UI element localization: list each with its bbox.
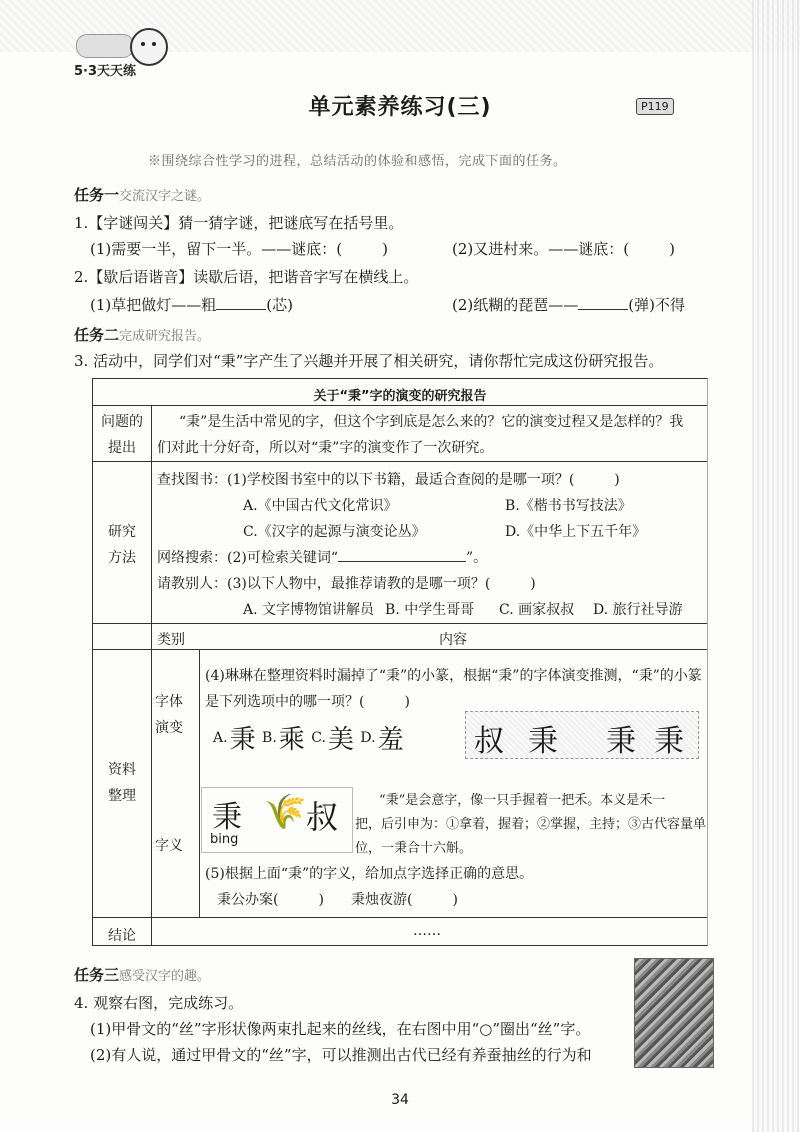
data-label: 资料: [108, 762, 136, 778]
table-divider: [93, 461, 707, 462]
seal-glyph: 乘: [278, 725, 305, 755]
brand-logo: [70, 26, 180, 82]
question-1a-text: (1)需要一半，留下一半。——谜底：(: [90, 240, 343, 258]
question-2a-text: (1)草把做灯——粗: [90, 296, 217, 314]
meaning-item-a-close: ): [318, 892, 324, 908]
answer-line-2b[interactable]: [578, 297, 628, 310]
hand-holding-grain-icon: 🌾: [264, 792, 307, 832]
evolution-question: (4)琳琳在整理资料时漏掉了“秉”的小篆，根据“秉”的字体演变推测，“秉”的小篆: [205, 668, 702, 684]
logo-badge: [76, 34, 134, 58]
question-1a-close: ): [382, 240, 388, 258]
meaning-item-b-text: 秉烛夜游(: [351, 892, 413, 908]
table-divider: [93, 649, 707, 650]
method-book-text: 查找图书：(1)学校图书室中的以下书籍，最适合查阅的是哪一项？(: [157, 472, 575, 488]
meaning-question: (5)根据上面“秉”的字义，给加点字选择正确的意思。: [205, 866, 534, 882]
seal-option-a[interactable]: [213, 725, 258, 755]
seal-glyph: 秉: [229, 725, 256, 755]
evolution-label-2: 演变: [155, 720, 183, 736]
evolution-question-2-close: ): [404, 694, 410, 710]
question-3: 3. 活动中，同学们对“秉”字产生了兴趣并开展了相关研究，请你帮忙完成这份研究报告。: [74, 352, 664, 370]
table-divider: [93, 623, 707, 624]
method-book-question: [157, 469, 620, 489]
option-letter: C.: [311, 729, 326, 746]
problem-label-2: 提出: [108, 440, 136, 456]
data-label-2: 整理: [108, 788, 136, 804]
evolution-glyph: 叔: [474, 724, 504, 759]
brand-name: 5·3天天练: [74, 64, 137, 79]
question-4: 4. 观察右图，完成练习。: [74, 994, 244, 1012]
option-letter: A.: [213, 729, 228, 746]
evolution-sequence-image: [465, 711, 699, 759]
option-letter: D.: [360, 729, 376, 746]
question-4a: (1)甲骨文的“丝”字形状像两束扎起来的丝线，在右图中用“○”圈出“丝”字。: [90, 1020, 591, 1038]
book-option-a[interactable]: A.《中国古代文化常识》: [243, 498, 398, 514]
method-ask-question: [157, 573, 536, 593]
question-1: 1.【字谜闯关】猜一猜字谜，把谜底写在括号里。: [74, 214, 404, 232]
column-content: 内容: [439, 632, 467, 648]
conclusion-label: 结论: [108, 928, 136, 944]
question-2b-text: (2)纸糊的琵琶——: [452, 296, 579, 314]
table-divider: [93, 917, 707, 918]
character-bing: 秉: [212, 800, 242, 835]
meaning-item-b: [351, 889, 458, 909]
meaning-text-2: 把，后引申为：①拿着，握着；②掌握，主持；③古代容量单: [355, 817, 707, 832]
seal-script-glyph: 叔: [306, 798, 339, 836]
meaning-text-3: 位，一秉合十六斛。: [355, 841, 473, 856]
person-option-b[interactable]: B. 中学生哥哥: [385, 602, 475, 618]
evolution-glyph: 秉: [654, 724, 684, 759]
seal-option-b[interactable]: [262, 725, 307, 755]
report-title: 关于“秉”字的演变的研究报告: [313, 389, 487, 404]
method-ask-text: 请教别人：(3)以下人物中，最推荐请教的是哪一项？(: [157, 576, 491, 592]
book-option-d[interactable]: D.《中华上下五千年》: [505, 524, 647, 540]
table-column-divider: [199, 649, 200, 917]
table-divider: [93, 405, 707, 406]
person-option-d[interactable]: D. 旅行社导游: [593, 602, 683, 618]
person-option-a[interactable]: A. 文字博物馆讲解员: [243, 602, 375, 618]
research-report-table: [92, 378, 708, 946]
method-label-2: 方法: [108, 550, 136, 566]
person-option-c[interactable]: C. 画家叔叔: [499, 602, 575, 618]
meaning-label: 字义: [155, 838, 183, 854]
task3-heading: 任务三: [74, 966, 120, 984]
option-letter: B.: [262, 729, 277, 746]
evolution-question-2: [205, 691, 410, 711]
question-2a: [90, 294, 293, 315]
meaning-item-a: [217, 889, 324, 909]
evolution-glyph: 秉: [606, 724, 636, 759]
question-2b: [452, 294, 685, 315]
method-search-close: ”。: [466, 550, 488, 566]
question-2: 2.【歇后语谐音】读歇后语，把谐音字写在横线上。: [74, 268, 419, 286]
oracle-bone-image: [634, 958, 714, 1068]
answer-page-ref: P119: [636, 98, 674, 115]
question-4b: (2)有人说，通过甲骨文的“丝”字，可以推测出古代已经有养蚕抽丝的行为和: [90, 1046, 592, 1064]
scan-noise-right: [752, 0, 800, 1132]
evolution-label: 字体: [155, 694, 183, 710]
task1-heading: 任务一: [74, 186, 120, 204]
table-column-divider: [151, 405, 152, 945]
book-option-b[interactable]: B.《楷书书写技法》: [505, 498, 632, 514]
intro-text: ※围绕综合性学习的进程，总结活动的体验和感悟，完成下面的任务。: [148, 154, 567, 169]
question-1a: [90, 238, 388, 259]
problem-text-2: 们对此十分好奇，所以对“秉”字的演变作了一次研究。: [157, 440, 494, 456]
question-1b: [452, 238, 675, 259]
method-search-text: 网络搜索：(2)可检索关键词“: [157, 550, 338, 566]
problem-label: 问题的: [101, 414, 143, 430]
question-2a-hint: (芯): [266, 296, 293, 314]
character-illustration: [201, 787, 353, 853]
page-number: 34: [391, 1092, 409, 1108]
conclusion-text: ……: [413, 923, 441, 939]
evolution-glyph: 秉: [528, 724, 558, 759]
question-1b-close: ): [669, 240, 675, 258]
book-option-c[interactable]: C.《汉字的起源与演变论丛》: [243, 524, 426, 540]
character-pinyin: bing: [210, 832, 239, 847]
task1-heading-row: [74, 184, 210, 205]
meaning-text: “秉”是会意字，像一只手握着一把禾。本义是禾一: [379, 793, 666, 808]
task1-note: 交流汉字之谜。: [119, 189, 211, 204]
seal-glyph: 羞: [377, 725, 404, 755]
seal-options: [213, 719, 406, 756]
task3-heading-row: [74, 964, 210, 985]
meaning-item-a-text: 秉公办案(: [217, 892, 279, 908]
question-2b-hint: (弹)不得: [628, 296, 685, 314]
task2-note: 完成研究报告。: [119, 329, 211, 344]
method-label: 研究: [108, 524, 136, 540]
meaning-item-b-close: ): [452, 892, 458, 908]
seal-option-d[interactable]: [360, 725, 405, 755]
task3-note: 感受汉字的趣。: [119, 969, 211, 984]
task2-heading-row: [74, 324, 210, 345]
method-book-close: ): [614, 472, 620, 488]
seal-glyph: 美: [327, 725, 354, 755]
keyword-input-line[interactable]: [338, 549, 466, 562]
answer-line-2a[interactable]: [216, 297, 266, 310]
method-ask-close: ): [530, 576, 536, 592]
page-title: 单元素养练习(三): [308, 95, 492, 120]
column-category: 类别: [157, 632, 185, 648]
evolution-question-2-text: 是下列选项中的哪一项？(: [205, 694, 365, 710]
problem-text: “秉”是生活中常见的字，但这个字到底是怎么来的？它的演变过程又是怎样的？我: [179, 414, 684, 430]
task2-heading: 任务二: [74, 326, 120, 344]
method-search: [157, 547, 487, 567]
question-1b-text: (2)又进村来。——谜底：(: [452, 240, 630, 258]
seal-option-c[interactable]: [311, 725, 356, 755]
